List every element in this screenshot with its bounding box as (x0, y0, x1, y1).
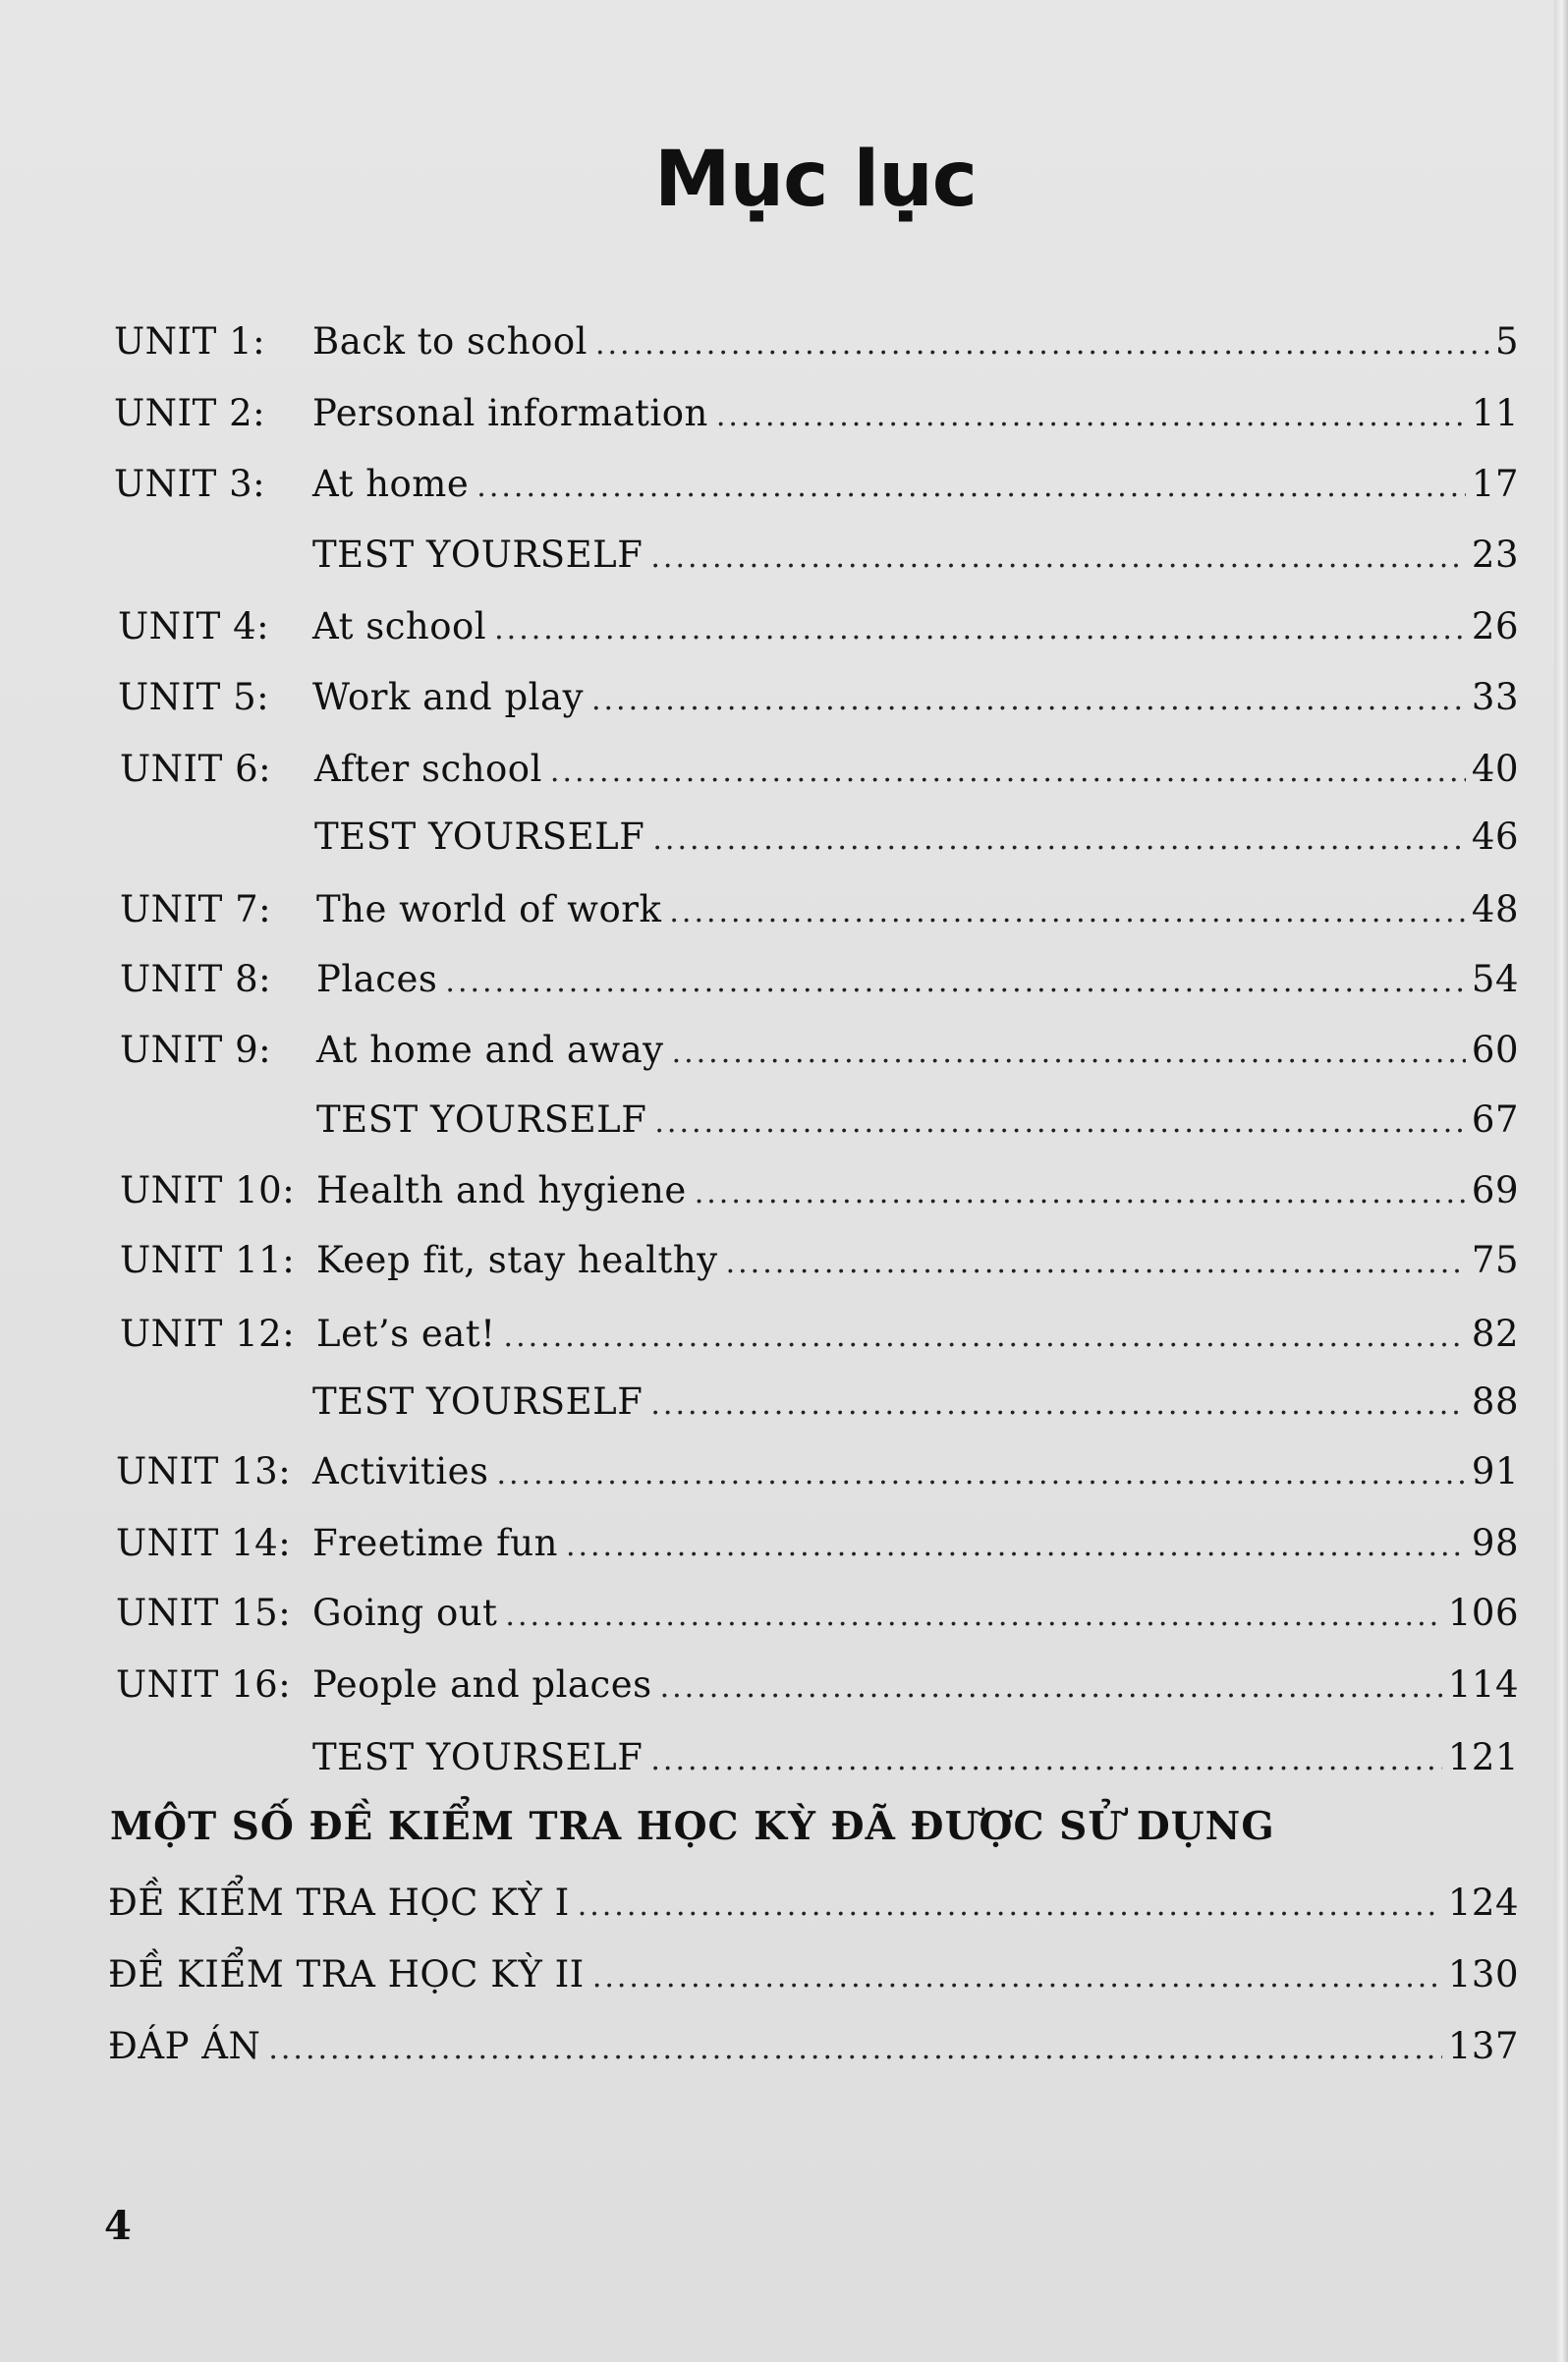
toc-test-title: TEST YOURSELF (312, 534, 644, 576)
toc-unit-label: UNIT 16: (116, 1663, 292, 1706)
exam-item-page-number: 124 (1447, 1882, 1519, 1924)
toc-test-entry (314, 811, 1519, 867)
dot-leader (566, 1520, 1466, 1573)
toc-test-entry (316, 1094, 1519, 1150)
toc-test-entry (312, 1731, 1519, 1787)
toc-unit-label: UNIT 11: (120, 1239, 296, 1281)
toc-test-row (120, 1094, 1519, 1147)
toc-unit-label: UNIT 3: (114, 463, 266, 505)
toc-unit-title: Activities (312, 1450, 489, 1492)
toc-unit-label: UNIT 13: (116, 1450, 292, 1492)
toc-unit-title: At home and away (316, 1029, 664, 1071)
dot-leader (505, 1590, 1441, 1643)
toc-unit-entry (312, 1659, 1519, 1715)
toc-unit-entry (312, 600, 1519, 656)
toc-unit-title: After school (314, 748, 542, 790)
dot-leader (578, 1880, 1442, 1933)
toc-test-row (116, 1731, 1519, 1784)
toc-unit-page-number: 60 (1471, 1029, 1519, 1071)
dot-leader (695, 1167, 1466, 1220)
toc-test-title: TEST YOURSELF (312, 1380, 644, 1423)
exam-item-row (108, 2020, 1519, 2073)
exam-item-title: ĐỀ KIỂM TRA HỌC KỲ II (108, 1953, 585, 1996)
dot-leader (595, 318, 1489, 371)
toc-unit-entry (316, 883, 1519, 939)
toc-unit-label: UNIT 15: (116, 1592, 292, 1634)
toc-test-row (120, 811, 1519, 864)
exam-item-title: ĐÁP ÁN (108, 2025, 261, 2067)
toc-unit-page-number: 17 (1471, 463, 1519, 505)
toc-test-entry (312, 1376, 1519, 1432)
toc-unit-label: UNIT 9: (120, 1029, 272, 1071)
toc-unit-page-number: 75 (1471, 1239, 1519, 1281)
toc-unit-entry (312, 387, 1519, 443)
dot-leader (496, 1448, 1465, 1501)
toc-unit-title: The world of work (316, 888, 662, 930)
toc-unit-entry (316, 1308, 1519, 1364)
dot-leader (550, 746, 1466, 799)
toc-unit-entry (312, 458, 1519, 514)
toc-unit-title: Going out (312, 1592, 498, 1634)
toc-unit-entry (312, 1517, 1519, 1573)
exam-item-page-number: 137 (1447, 2025, 1519, 2067)
dot-leader (660, 1661, 1442, 1715)
toc-unit-title: Let’s eat! (316, 1313, 496, 1355)
toc-unit-title: Places (316, 958, 438, 1000)
exam-item-title: ĐỀ KIỂM TRA HỌC KỲ I (108, 1882, 570, 1924)
toc-unit-title: At school (312, 605, 487, 647)
toc-unit-label: UNIT 12: (120, 1313, 296, 1355)
toc-unit-row (120, 1164, 1519, 1217)
toc-unit-row (118, 671, 1519, 724)
toc-unit-page-number: 98 (1471, 1522, 1519, 1564)
page-title: Mục lục (653, 136, 978, 224)
toc-unit-row (116, 1517, 1519, 1570)
exam-section-heading: MỘT SỐ ĐỀ KIỂM TRA HỌC KỲ ĐÃ ĐƯỢC SỬ DỤNG (110, 1804, 1275, 1849)
toc-test-title: TEST YOURSELF (312, 1736, 644, 1778)
dot-leader (652, 814, 1466, 867)
toc-unit-row (114, 458, 1519, 511)
toc-unit-title: Keep fit, stay healthy (316, 1239, 718, 1281)
toc-unit-row (120, 1234, 1519, 1287)
dot-leader (716, 390, 1466, 443)
toc-unit-label: UNIT 4: (118, 605, 270, 647)
exam-item-row (108, 1948, 1519, 2001)
toc-unit-row (120, 1024, 1519, 1077)
dot-leader (669, 886, 1466, 939)
dot-leader (650, 532, 1466, 585)
toc-test-row (120, 1376, 1519, 1429)
dot-leader (504, 1311, 1466, 1364)
toc-unit-label: UNIT 2: (114, 392, 266, 434)
dot-leader (494, 603, 1466, 656)
toc-unit-row (116, 1587, 1519, 1640)
toc-unit-page-number: 40 (1471, 748, 1519, 790)
dot-leader (445, 956, 1466, 1009)
toc-unit-page-number: 54 (1471, 958, 1519, 1000)
toc-unit-row (114, 315, 1519, 368)
toc-test-page-number: 67 (1471, 1098, 1519, 1141)
toc-unit-title: Personal information (312, 392, 708, 434)
toc-unit-entry (312, 315, 1519, 371)
toc-unit-label: UNIT 6: (120, 748, 272, 790)
toc-unit-page-number: 33 (1471, 676, 1519, 718)
toc-test-row (114, 529, 1519, 582)
toc-unit-label: UNIT 14: (116, 1522, 292, 1564)
toc-unit-entry (312, 1587, 1519, 1643)
toc-unit-label: UNIT 7: (120, 888, 272, 930)
toc-unit-title: At home (312, 463, 470, 505)
dot-leader (650, 1734, 1442, 1787)
toc-unit-row (114, 387, 1519, 440)
toc-unit-title: Work and play (312, 676, 584, 718)
dot-leader (726, 1237, 1466, 1290)
toc-test-page-number: 121 (1447, 1736, 1519, 1778)
toc-unit-label: UNIT 5: (118, 676, 270, 718)
page-edge (1554, 0, 1568, 2362)
toc-unit-row (120, 883, 1519, 936)
exam-item-page-number: 130 (1447, 1953, 1519, 1996)
toc-unit-entry (316, 953, 1519, 1009)
toc-test-title: TEST YOURSELF (316, 1098, 647, 1141)
dot-leader (476, 461, 1466, 514)
toc-unit-page-number: 91 (1471, 1450, 1519, 1492)
toc-test-title: TEST YOURSELF (314, 815, 645, 858)
toc-unit-title: People and places (312, 1663, 652, 1706)
toc-test-entry (312, 529, 1519, 585)
toc-unit-entry (316, 1164, 1519, 1220)
toc-unit-page-number: 5 (1494, 320, 1519, 363)
exam-item-entry (108, 1948, 1519, 2004)
dot-leader (654, 1097, 1466, 1150)
toc-unit-row (120, 743, 1519, 796)
toc-unit-row (118, 600, 1519, 653)
page-number: 4 (104, 2203, 132, 2249)
toc-unit-page-number: 82 (1471, 1313, 1519, 1355)
toc-unit-page-number: 106 (1447, 1592, 1519, 1634)
toc-test-page-number: 23 (1471, 534, 1519, 576)
exam-item-entry (108, 1877, 1519, 1933)
dot-leader (592, 1951, 1442, 2004)
toc-unit-entry (316, 1234, 1519, 1290)
toc-unit-label: UNIT 10: (120, 1169, 296, 1211)
toc-unit-title: Freetime fun (312, 1522, 558, 1564)
toc-unit-row (120, 953, 1519, 1006)
dot-leader (591, 674, 1466, 727)
toc-unit-entry (316, 1024, 1519, 1080)
toc-unit-title: Back to school (312, 320, 588, 363)
toc-unit-row (116, 1445, 1519, 1498)
toc-unit-row (116, 1659, 1519, 1712)
toc-unit-entry (312, 1445, 1519, 1501)
toc-unit-page-number: 48 (1471, 888, 1519, 930)
toc-unit-page-number: 26 (1471, 605, 1519, 647)
dot-leader (268, 2023, 1442, 2076)
toc-unit-label: UNIT 1: (114, 320, 266, 363)
toc-unit-entry (314, 743, 1519, 799)
toc-test-page-number: 46 (1471, 815, 1519, 858)
toc-unit-label: UNIT 8: (120, 958, 272, 1000)
dot-leader (650, 1378, 1466, 1432)
toc-unit-row (120, 1308, 1519, 1361)
exam-item-entry (108, 2020, 1519, 2076)
toc-unit-page-number: 114 (1447, 1663, 1519, 1706)
dot-leader (672, 1027, 1466, 1080)
toc-unit-title: Health and hygiene (316, 1169, 687, 1211)
toc-unit-page-number: 11 (1471, 392, 1519, 434)
toc-unit-page-number: 69 (1471, 1169, 1519, 1211)
exam-item-row (108, 1877, 1519, 1930)
toc-test-page-number: 88 (1471, 1380, 1519, 1423)
toc-unit-entry (312, 671, 1519, 727)
